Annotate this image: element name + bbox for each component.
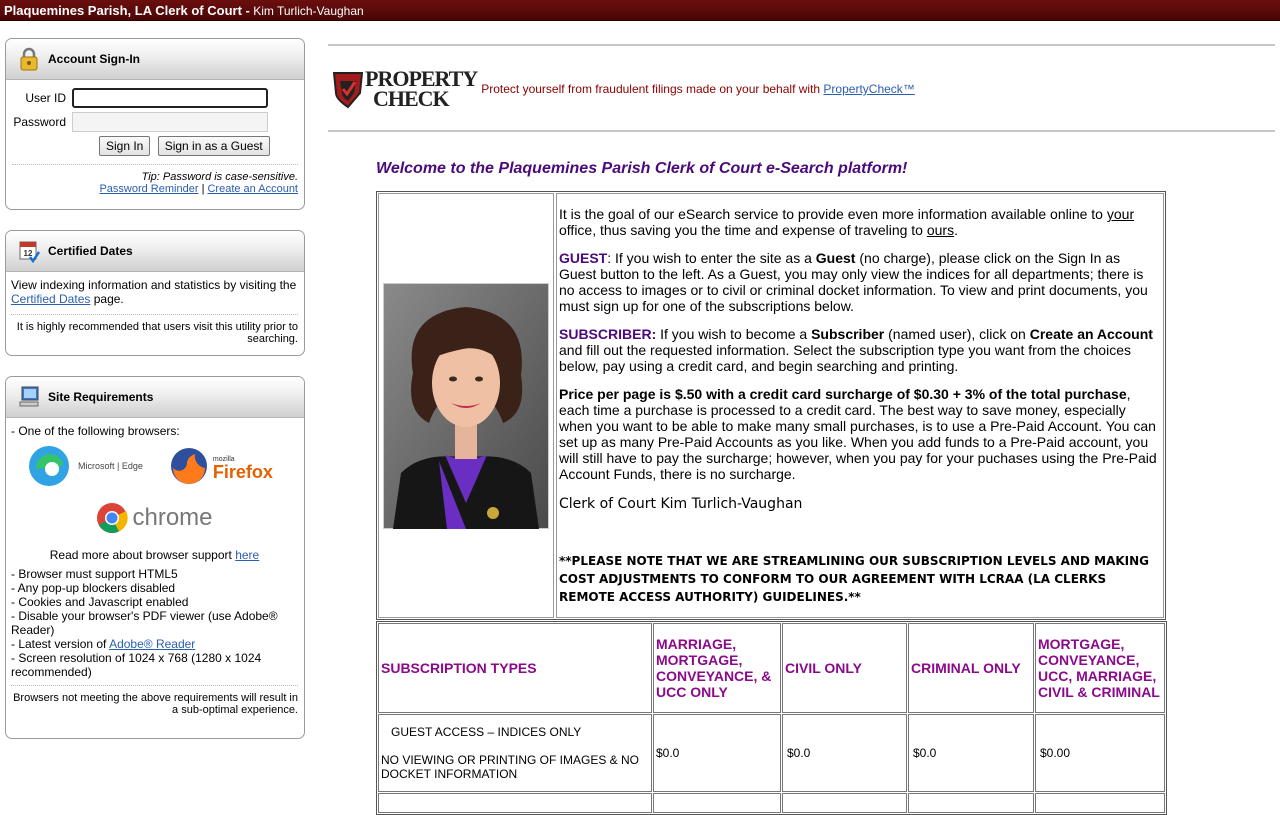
guest-text-b: (no charge), please click on the Sign In as Guest button to the left. As a Guest, you may only view the indices for all departments; there is no access to images or to civil or criminal docket information. To view and print documents, you must sign up for one of the subscriptions below.: [559, 250, 1148, 314]
signin-button[interactable]: Sign In: [99, 136, 150, 156]
edge-logo: [28, 445, 143, 487]
signin-panel: [5, 38, 305, 210]
firefox-icon: [169, 446, 209, 486]
requirement-item: - Browser must support HTML5: [11, 567, 178, 581]
signin-divider: [12, 164, 298, 165]
welcome-heading: Welcome to the Plaquemines Parish Clerk of Court e-Search platform!: [376, 160, 908, 177]
subscriber-text-a: If you wish to become a: [660, 326, 808, 342]
latest-version-text: - Latest version of: [11, 637, 107, 651]
clerk-name: Kim Turlich-Vaughan: [253, 4, 364, 18]
computer-icon: [18, 385, 40, 409]
site-requirements-panel: [5, 376, 305, 739]
svg-text:12: 12: [23, 249, 33, 258]
table-cell: [908, 793, 1034, 813]
price-paragraph: [559, 386, 1161, 482]
price-cell: $0.0: [653, 714, 781, 792]
table-cell: [1035, 793, 1165, 813]
subscriber-text-b: (named user), click on: [888, 326, 1026, 342]
certified-dates-text: [11, 278, 298, 306]
browser-support-line: [11, 548, 298, 562]
table-header-row: [378, 623, 1165, 713]
promo-text-line: [481, 82, 915, 96]
table-cell: [782, 793, 907, 813]
firefox-wordmark: [212, 454, 273, 482]
subscriber-bold: Subscriber: [811, 326, 885, 342]
requirements-list: [11, 567, 298, 679]
price-cell: $0.0: [782, 714, 907, 792]
requirement-item: - Any pop-up blockers disabled: [11, 581, 176, 595]
requirements-divider: [11, 685, 298, 686]
guest-paragraph: [559, 250, 1161, 314]
shield-icon: [332, 69, 364, 109]
signin-panel-title: Account Sign-In: [48, 52, 140, 66]
propertycheck-link[interactable]: PropertyCheck™: [823, 82, 915, 96]
certified-dates-panel: [5, 230, 305, 356]
guest-bold: Guest: [815, 250, 856, 266]
clerk-portrait: [383, 283, 549, 529]
logo-text-bottom: CHECK: [373, 86, 449, 111]
certified-note: It is highly recommended that users visit this utility prior to searching.: [16, 321, 298, 345]
create-account-bold: Create an Account: [1029, 326, 1153, 342]
guest-access-label: GUEST ACCESS – INDICES ONLY: [391, 725, 582, 739]
site-requirements-title: Site Requirements: [48, 390, 154, 404]
certified-text-after: page.: [93, 292, 124, 306]
subscription-note: **PLEASE NOTE THAT WE ARE STREAMLINING OUR SUBSCRIPTION LEVELS AND MAKING COST ADJUSTMENTS TO CONFORM TO OUR AGREEMENT WITH LCRAA (LA CLERKS REMOTE ACCESS AUTHORITY) GUIDELINES.**: [559, 554, 1150, 604]
firefox-big-text: Firefox: [212, 462, 273, 482]
requirement-item: - Disable your browser's PDF viewer (use Adobe® Reader): [11, 609, 278, 637]
requirement-item-adobe: [11, 637, 298, 651]
price-cell: $0.0: [908, 714, 1034, 792]
intro-text-ours: ours: [926, 222, 955, 238]
propertycheck-wordmark: [365, 66, 478, 111]
requirements-footer-note: Browsers not meeting the above requirements will result in a sub-optimal experience.: [13, 692, 298, 716]
userid-input[interactable]: [72, 88, 268, 108]
table-header-cell: CRIMINAL ONLY: [908, 623, 1034, 713]
table-cell: [378, 793, 652, 813]
firefox-logo: [169, 446, 273, 486]
price-bold: Price per page is $.50 with a credit card surcharge of $0.30 + 3% of the total purchase: [559, 386, 1127, 402]
intro-text-your: your: [1106, 206, 1135, 222]
price-text: , each time a purchase is processed to a credit card. The best way to save money, especially when you want to be able to make many small purchases, is to use a Pre-Paid Account. You can set up as many Pre-Paid Accounts as you like. When you add funds to a Pre-Paid account, you will still have to pay the surcharge; however, when you pay for your puchases using the Pre-Paid Account Funds, there is no surcharge.: [559, 386, 1157, 482]
clerk-signature: Clerk of Court Kim Turlich-Vaughan: [559, 496, 803, 512]
site-title: Plaquemines Parish, LA Clerk of Court -: [4, 3, 250, 18]
edge-icon: [28, 445, 70, 487]
chrome-icon: [96, 502, 128, 534]
calendar-check-icon: [18, 239, 40, 263]
site-requirements-header: [6, 377, 304, 418]
promo-text: Protect yourself from fraudulent filings made on your behalf with: [481, 82, 821, 96]
userid-row: [12, 88, 298, 108]
guest-text-a: : If you wish to enter the site as a: [607, 250, 812, 266]
logo-text-top: PROPERTY: [365, 66, 478, 91]
propertycheck-logo: [332, 66, 478, 111]
intro-text-b: office, thus saving you the time and expense of traveling to: [559, 222, 923, 238]
promo-divider: [328, 130, 1275, 132]
certified-dates-header: [6, 231, 304, 272]
link-separator: |: [201, 183, 205, 195]
browser-support-here-link[interactable]: here: [235, 548, 260, 562]
password-label: Password: [13, 115, 66, 129]
certified-dates-title: Certified Dates: [48, 244, 133, 258]
signin-panel-header: [6, 39, 304, 80]
browser-logos-row: [11, 444, 298, 488]
table-header-cell: MARRIAGE, MORTGAGE, CONVEYANCE, & UCC ONLY: [653, 623, 781, 713]
table-row: [378, 714, 1165, 792]
guest-label: GUEST: [559, 250, 608, 266]
propertycheck-banner: [332, 66, 1272, 112]
table-header-cell: MORTGAGE, CONVEYANCE, UCC, MARRIAGE, CIVIL & CRIMINAL: [1035, 623, 1165, 713]
intro-text-a: It is the goal of our eSearch service to provide even more information available online to: [559, 206, 1103, 222]
intro-box: [376, 191, 1166, 620]
guest-access-description: NO VIEWING OR PRINTING OF IMAGES & NO DOCKET INFORMATION: [381, 753, 640, 781]
guest-signin-button[interactable]: Sign in as a Guest: [158, 136, 270, 156]
userid-label: User ID: [25, 91, 66, 105]
price-cell: $0.00: [1035, 714, 1165, 792]
firefox-small-text: mozilla: [212, 456, 235, 463]
chrome-logo: [11, 502, 298, 534]
browsers-label: - One of the following browsers:: [11, 424, 180, 438]
chrome-wordmark: chrome: [132, 504, 213, 531]
password-reminder-link[interactable]: Password Reminder: [99, 183, 199, 195]
table-row: [378, 793, 1165, 813]
subscriber-text-c: and fill out the requested information. Select the subscription type you want from the choices below, pay using a credit card, and begin searching and printing.: [559, 342, 1131, 374]
requirement-item: - Screen resolution of 1024 x 768 (1280 x 1024 recommended): [11, 651, 262, 679]
table-header-cell: SUBSCRIPTION TYPES: [378, 623, 652, 713]
certified-dates-link[interactable]: Certified Dates: [11, 292, 91, 306]
account-links: [12, 183, 298, 195]
table-cell: [653, 793, 781, 813]
table-header-cell: CIVIL ONLY: [782, 623, 907, 713]
lock-icon: [18, 47, 40, 71]
intro-text-end: .: [954, 222, 958, 238]
clerk-photo-cell: [378, 193, 554, 618]
certified-text-before: View indexing information and statistics by visiting the: [11, 278, 297, 292]
read-more-text: Read more about browser support: [49, 548, 232, 562]
intro-text-cell: [556, 193, 1164, 618]
top-divider: [328, 44, 1275, 46]
signin-buttons: [12, 136, 298, 156]
top-bar: [0, 0, 1280, 21]
subscription-type-cell: [378, 714, 652, 792]
subscriber-paragraph: [559, 326, 1161, 374]
requirement-item: - Cookies and Javascript enabled: [11, 595, 189, 609]
subscription-table: [376, 621, 1167, 815]
create-account-link[interactable]: Create an Account: [207, 183, 298, 195]
subscriber-label: SUBSCRIBER:: [559, 326, 657, 342]
password-tip: Tip: Password is case-sensitive.: [141, 171, 298, 183]
password-row: [12, 112, 298, 132]
adobe-reader-link[interactable]: Adobe® Reader: [109, 637, 196, 651]
intro-paragraph: [559, 206, 1161, 238]
password-input[interactable]: [72, 112, 268, 132]
edge-logo-text: Microsoft | Edge: [78, 461, 143, 471]
certified-divider: [11, 314, 298, 315]
